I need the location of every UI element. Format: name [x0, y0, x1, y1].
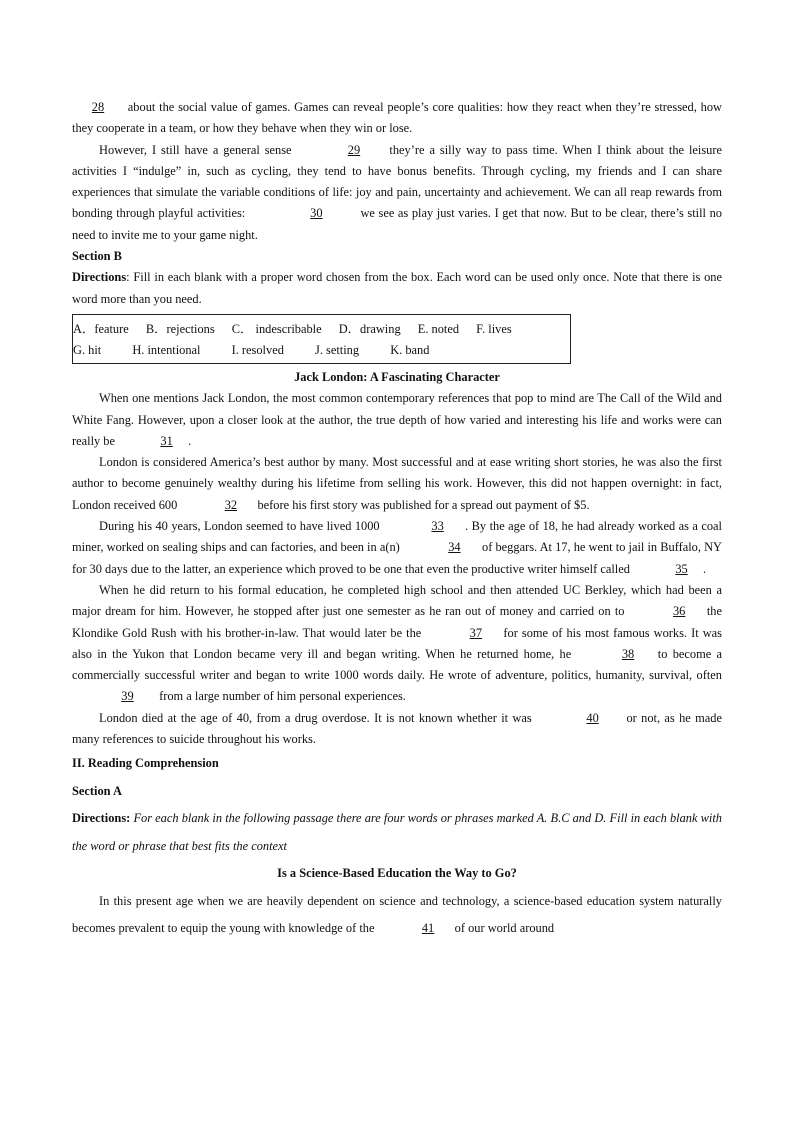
document-content	[72, 97, 722, 943]
blank-35[interactable]: 35	[675, 561, 688, 576]
option-k: K. band	[390, 342, 430, 357]
option-i: I. resolved	[231, 342, 284, 357]
blank-28[interactable]: 28	[91, 100, 105, 114]
reading-section	[72, 750, 722, 943]
reading-paragraph-1: In this present age when we are heavily dependent on science and technology, a science-based education system naturally becomes prevalent to equip the young with knowledge of the 41 of our world around	[72, 888, 722, 943]
paragraph-1: When one mentions Jack London, the most common contemporary references that pop to mind are The Call of the Wild and White Fang. However, upon a closer look at the author, the true depth of how varied and interesting his life and works were can really be 31 .	[72, 388, 722, 452]
blank-32[interactable]: 32	[224, 497, 238, 512]
blank-30[interactable]: 30	[310, 206, 323, 221]
option-c: C． indescribable	[231, 321, 322, 336]
section-b-directions: Directions: Fill in each blank with a proper word chosen from the box. Each word can be used only once. Note that there is one word more than you need.	[72, 270, 722, 306]
option-a: A．feature	[73, 321, 129, 336]
passage-title: Jack London: A Fascinating Character	[294, 369, 500, 384]
paragraph-3: During his 40 years, London seemed to have lived 1000 33 . By the age of 18, he had already worked as a coal miner, worked on sealing ships and can factories, and been in a(n) 34 of beggars. At 17, he went to jail in Buffalo, NY for 30 days due to the latter, an experience which proved to be one that even the productive writer himself called 35 .	[72, 516, 722, 580]
reading-directions: Directions: For each blank in the following passage there are four words or phrases marked A. B.C and D. Fill in each blank with the word or phrase that best fits the context	[72, 811, 722, 853]
word-box	[72, 314, 571, 364]
blank-33[interactable]: 33	[431, 519, 444, 534]
option-h: H. intentional	[132, 342, 201, 357]
blank-31[interactable]: 31	[160, 433, 173, 448]
blank-37[interactable]: 37	[469, 625, 483, 640]
reading-passage-title: Is a Science-Based Education the Way to Go?	[277, 866, 517, 881]
blank-36[interactable]: 36	[672, 604, 686, 619]
option-j: J. setting	[315, 342, 360, 357]
reading-section-a: Section A	[72, 783, 122, 798]
word-box-row-1	[73, 319, 570, 340]
blank-29[interactable]: 29	[347, 142, 361, 157]
paragraph-4: When he did return to his formal education, he completed high school and then attended UC Berkley, which had been a major dream for him. However, he stopped after just one semester as he ran out of money and carried on to 36 the Klondike Gold Rush with his brother-in-law. That would later be the 37 for some of his most famous works. It was also in the Yukon that London became very ill and began writing. When he returned home, he 38 to become a commercially successful writer and began to write 1000 words daily. He wrote of adventure, politics, humanity, survival, often 39 from a large number of him personal experiences.	[72, 580, 722, 708]
reading-heading: II. Reading Comprehension	[72, 756, 219, 771]
option-b: B．rejections	[145, 321, 215, 336]
option-f: F. lives	[476, 321, 512, 336]
paragraph-5: London died at the age of 40, from a drug overdose. It is not known whether it was 40 or not, as he made many references to suicide throughout his works.	[72, 708, 722, 751]
word-box-row-2	[73, 340, 570, 361]
section-b-title: Section B	[72, 249, 122, 264]
option-e: E. noted	[417, 321, 460, 336]
option-d: D．drawing	[338, 321, 401, 336]
paragraph-however: However, I still have a general sense 29 they’re a silly way to pass time. When I think about the leisure activities I “indulge” in, such as cycling, they tend to have bonus benefits. Through cycling, my friends and I can share experiences that simulate the variable conditions of life: joy and pain, uncertainty and achievement. We can all reap rewards from bonding through playful activities: 30 we see as play just varies. I get that now. But to be clear, there’s still no need to invite me to your game night.	[72, 140, 722, 246]
paragraph-2: London is considered America’s best author by many. Most successful and at ease writing short stories, he was also the first author to become genuinely wealthy during his lifetime from selling his work. However, this did not happen overnight: in fact, London received 600 32 before his first story was published for a spread out payment of $5.	[72, 452, 722, 516]
option-g: G. hit	[73, 342, 102, 357]
blank-41[interactable]: 41	[421, 921, 435, 936]
blank-39[interactable]: 39	[121, 689, 134, 704]
blank-34[interactable]: 34	[448, 540, 461, 555]
paragraph-games-value: 28 about the social value of games. Games can reveal people’s core qualities: how they react when they’re stressed, how they cooperate in a team, or how they behave when they win or lose.	[72, 97, 722, 140]
blank-38[interactable]: 38	[621, 646, 635, 661]
blank-40[interactable]: 40	[586, 710, 599, 725]
